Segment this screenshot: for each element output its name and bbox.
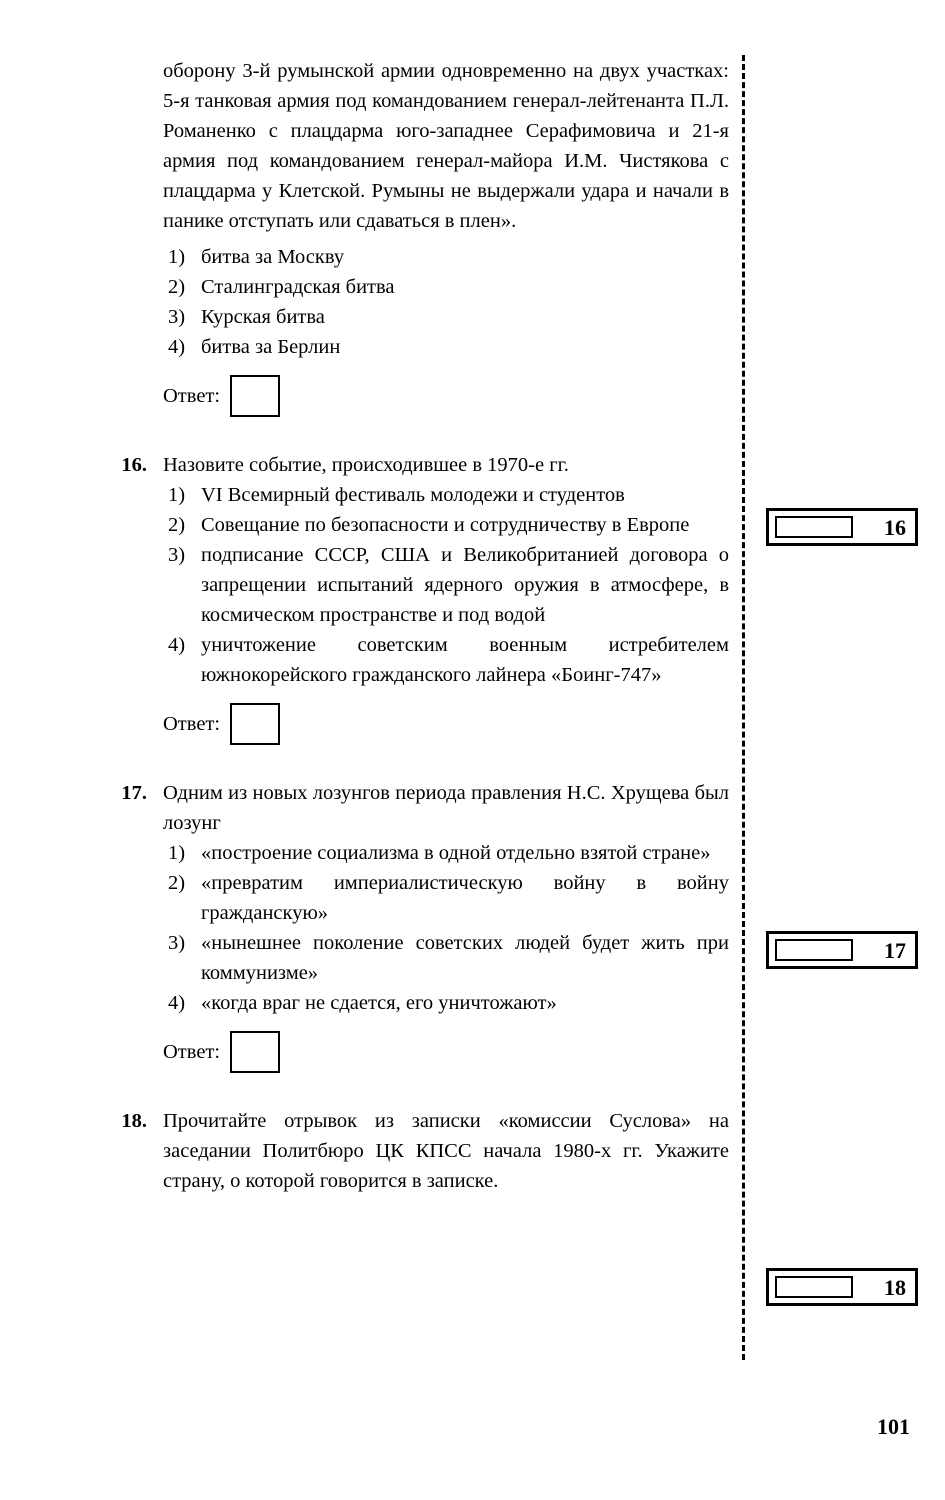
option-marker: 1) [168,246,186,268]
margin-answer-box-17[interactable] [766,931,918,969]
option-label: уничтожение советским военным истребителем южнокорейского гражданского лайнера «Боинг-747» [201,634,729,686]
margin-answer-field[interactable] [775,516,853,538]
option-item[interactable] [163,480,729,510]
option-item[interactable] [163,928,729,988]
option-item[interactable] [163,510,729,540]
question-17-options [163,838,729,1018]
option-marker: 1) [168,484,186,506]
question-16-options [163,480,729,690]
answer-row-16 [163,704,729,744]
excerpt-text: оборону 3-й румынской армии одновременно на двух участках: 5-я танковая армия под командованием генерал-лейтенанта П.Л. Романенко с плацдарма юго-западнее Серафимовича и 21-я армия под командованием генерал-майора И.М. Чистякова с плацдарма у Клетской. Румыны не выдержали удара и начали в панике отступать или сдаваться в плен». [163,60,729,232]
option-item[interactable] [163,272,729,302]
margin-question-number: 18 [884,1275,906,1300]
answer-row-17 [163,1032,729,1072]
answer-label: Ответ: [163,384,221,407]
margin-answer-box-18[interactable] [766,1268,918,1306]
margin-answer-box-16[interactable] [766,508,918,546]
vertical-dashed-rule [742,55,745,1360]
option-item[interactable] [163,242,729,272]
option-item[interactable] [163,838,729,868]
question-15-options [163,242,729,362]
option-label: подписание СССР, США и Великобританией договора о запрещении испытаний ядерного оружия в атмосфере, в космическом пространстве и под водой [201,544,729,626]
option-item[interactable] [163,868,729,928]
answer-label: Ответ: [163,712,221,735]
option-marker: 4) [168,992,186,1014]
question-number: 17. [121,782,147,804]
question-text: Прочитайте отрывок из записки «комиссии Суслова» на заседании Политбюро ЦК КПСС начала 1980-х гг. Укажите страну, о которой говорится в записке. [163,1110,729,1192]
option-marker: 4) [168,634,186,656]
answer-input-box[interactable] [230,1031,280,1073]
answer-row-15 [163,376,729,416]
option-marker: 2) [168,514,186,536]
answer-input-box[interactable] [230,703,280,745]
option-marker: 4) [168,336,186,358]
option-label: Совещание по безопасности и сотрудничеству в Европе [201,514,690,536]
question-18 [121,1106,729,1196]
question-text: Назовите событие, происходившее в 1970-е гг. [163,454,569,476]
option-marker: 3) [168,544,186,566]
option-item[interactable] [163,302,729,332]
option-label: «когда враг не сдается, его уничтожают» [201,992,557,1014]
margin-question-number: 17 [884,938,906,963]
option-label: «превратим империалистическую войну в войну гражданскую» [201,872,729,924]
option-label: Курская битва [201,306,325,328]
question-16 [121,450,729,744]
option-label: «построение социализма в одной отдельно взятой стране» [201,842,711,864]
margin-answer-field[interactable] [775,1276,853,1298]
answer-label: Ответ: [163,1040,221,1063]
question-17 [121,778,729,1072]
option-item[interactable] [163,988,729,1018]
question-text: Одним из новых лозунгов периода правления Н.С. Хрущева был лозунг [163,782,729,834]
option-item[interactable] [163,332,729,362]
answer-input-box[interactable] [230,375,280,417]
margin-question-number: 16 [884,515,906,540]
option-marker: 1) [168,842,186,864]
question-number: 18. [121,1110,147,1132]
page-number: 101 [877,1414,910,1439]
page-content [121,56,729,1196]
margin-answer-field[interactable] [775,939,853,961]
option-label: битва за Берлин [201,336,341,358]
option-item[interactable] [163,540,729,630]
option-label: битва за Москву [201,246,345,268]
option-label: VI Всемирный фестиваль молодежи и студентов [201,484,625,506]
option-item[interactable] [163,630,729,690]
option-marker: 2) [168,276,186,298]
option-label: Сталинградская битва [201,276,395,298]
option-marker: 2) [168,872,186,894]
option-marker: 3) [168,306,186,328]
option-marker: 3) [168,932,186,954]
question-number: 16. [121,454,147,476]
option-label: «нынешнее поколение советских людей будет жить при коммунизме» [201,932,729,984]
